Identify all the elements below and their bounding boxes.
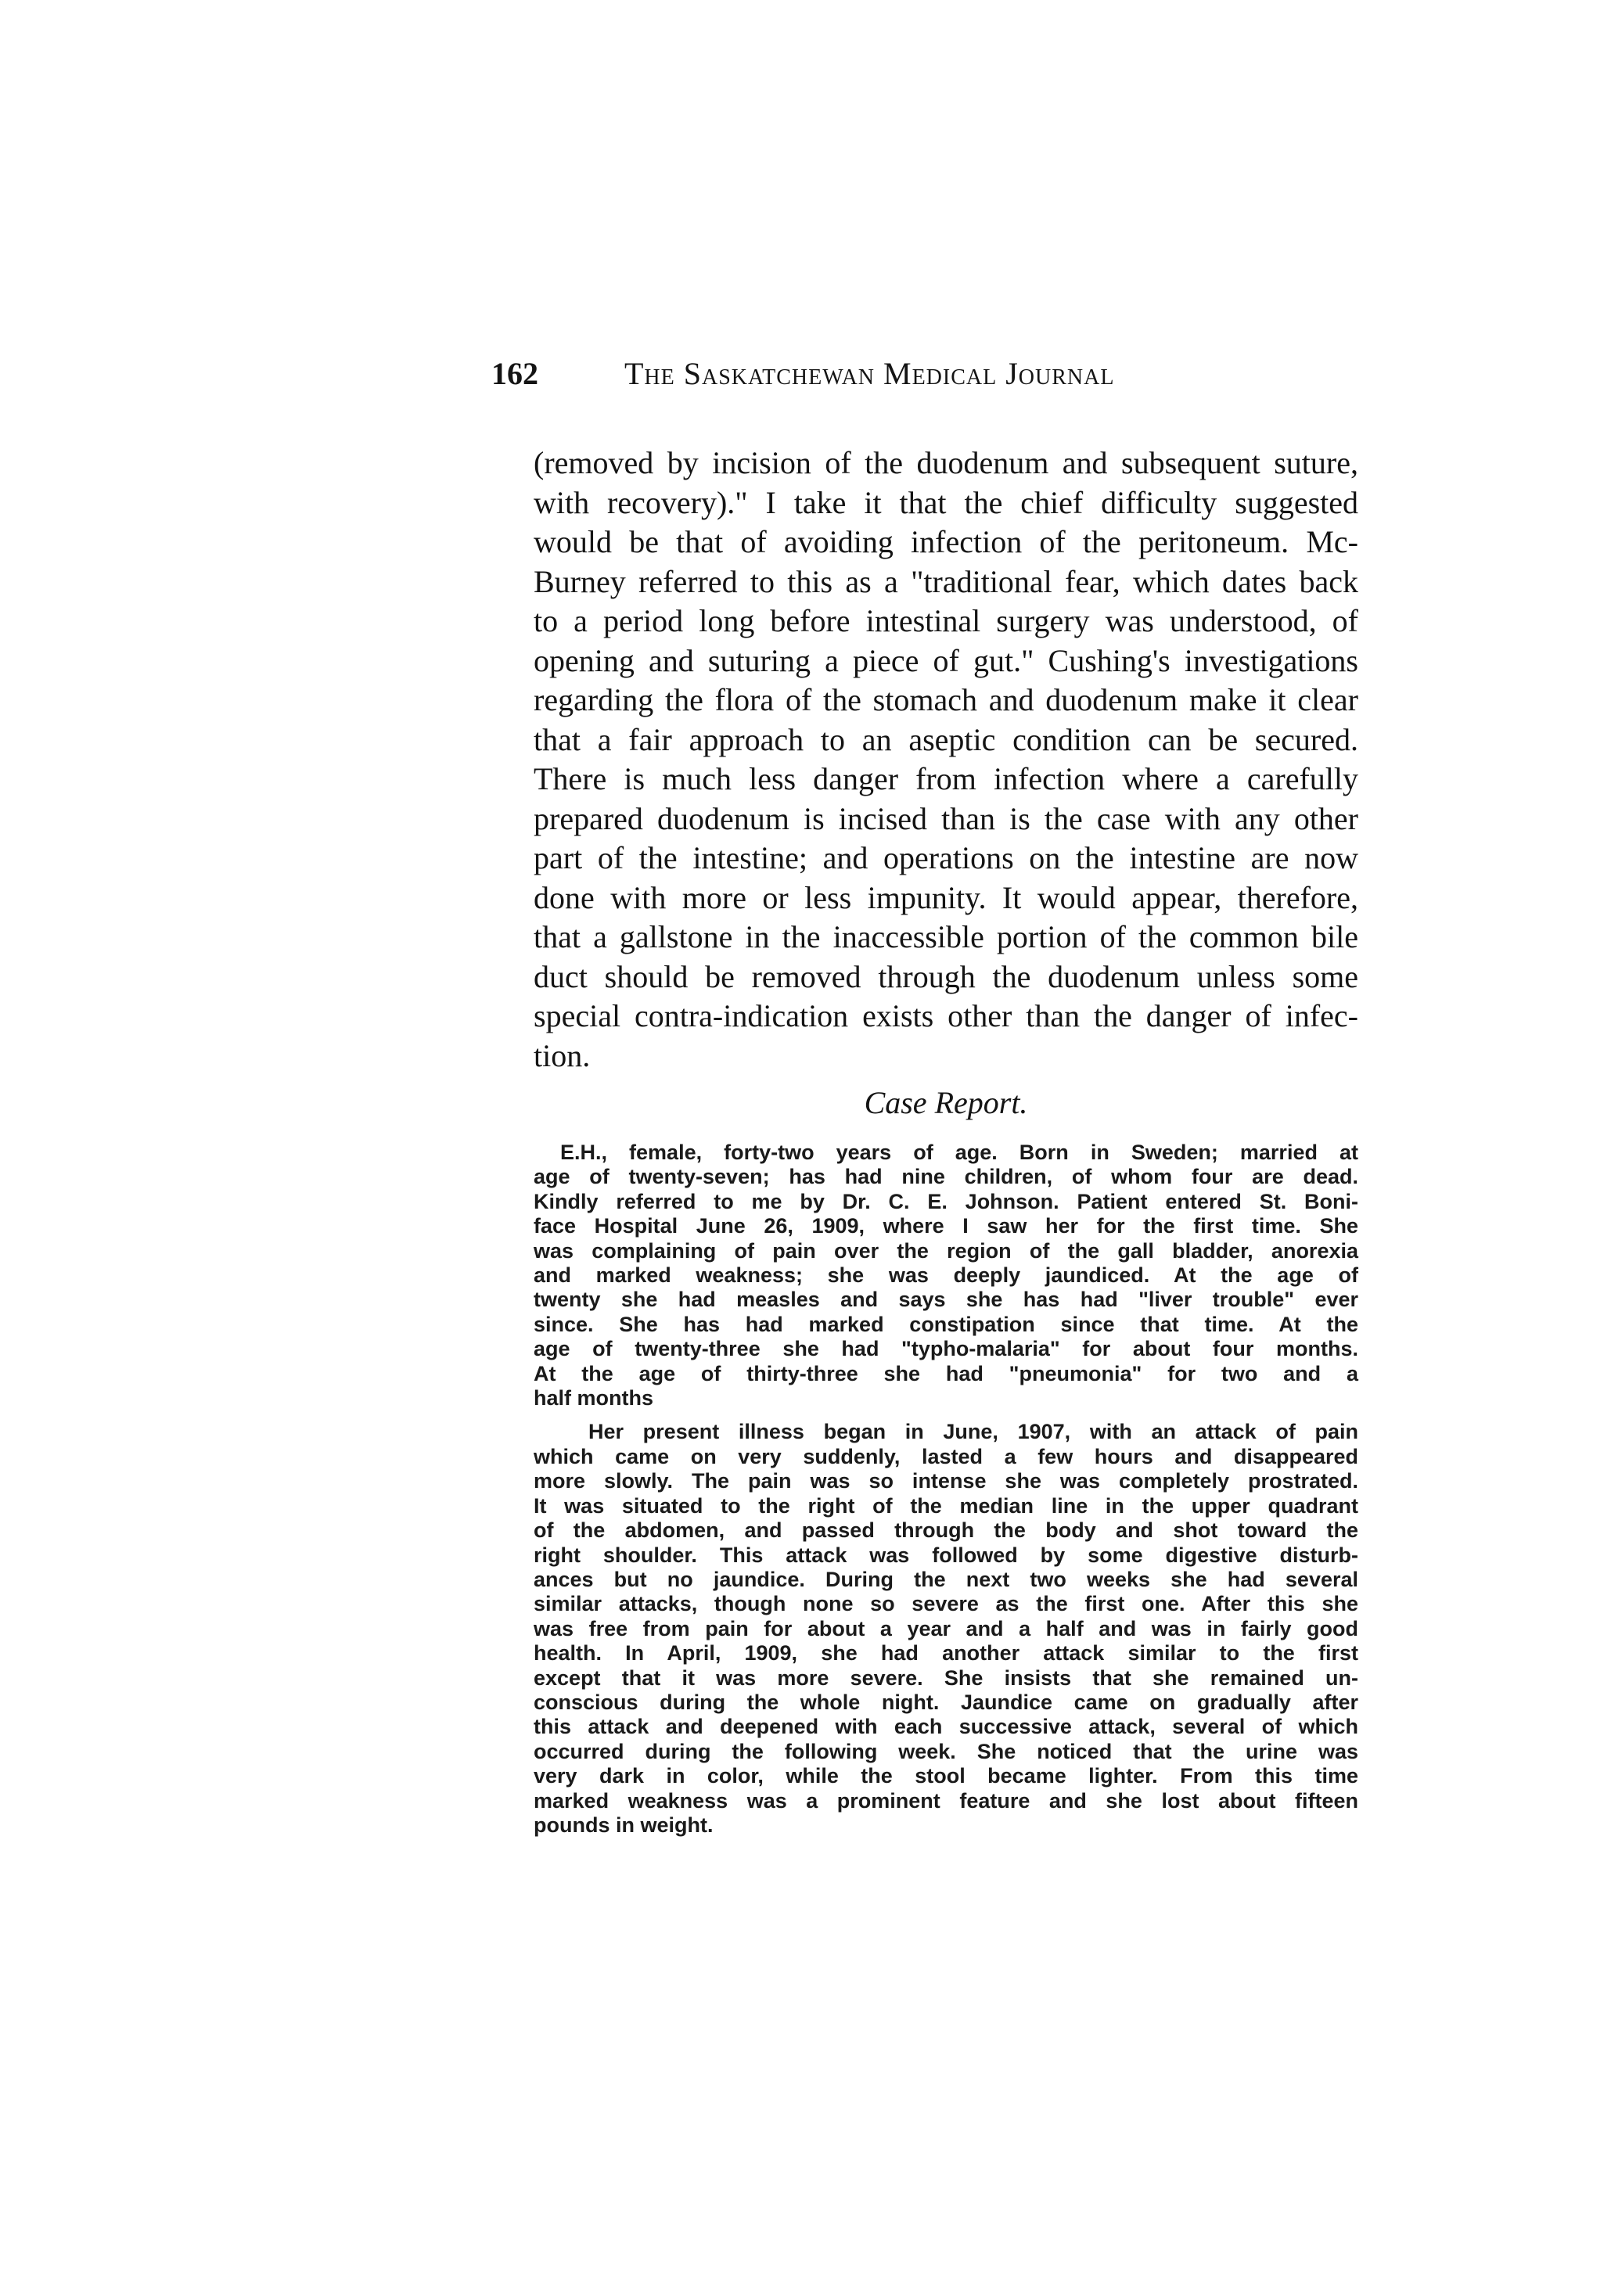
paragraph-gap <box>534 1410 1358 1420</box>
body-line: duct should be removed through the duodenum unless some <box>534 958 1358 994</box>
section-heading: Case Report. <box>864 1085 1028 1120</box>
case-line: It was situated to the right of the median line in the upper quadrant <box>534 1493 1358 1518</box>
case-line: face Hospital June 26, 1909, where I saw her for the first time. She <box>534 1214 1358 1238</box>
case-line: very dark in color, while the stool became lighter. From this time <box>534 1764 1358 1788</box>
case-line: was complaining of pain over the region of the gall bladder, anorexia <box>534 1238 1358 1263</box>
case-line: age of twenty-three she had "typho-malaria" for about four months. <box>534 1337 1358 1361</box>
case-line: which came on very suddenly, lasted a few hours and disappeared <box>534 1444 1358 1468</box>
body-line: prepared duodenum is incised than is the case with any other <box>534 800 1358 836</box>
body-line: opening and suturing a piece of gut." Cushing's investigations <box>534 642 1358 678</box>
body-line: There is much less danger from infection where a carefully <box>534 761 1358 796</box>
case-report <box>534 1141 1358 1838</box>
case-line: age of twenty-seven; has had nine children, of whom four are dead. <box>534 1165 1358 1189</box>
case-line: more slowly. The pain was so intense she was completely prostrated. <box>534 1469 1358 1493</box>
case-line: since. She has had marked constipation since that time. At the <box>534 1312 1358 1336</box>
case-line: right shoulder. This attack was followed by some digestive disturb- <box>534 1543 1358 1567</box>
body-line: would be that of avoiding infection of the peritoneum. Mc- <box>534 524 1358 559</box>
body-line: that a gallstone in the inaccessible portion of the common bile <box>534 919 1358 954</box>
case-line: twenty she had measles and says she has had "liver trouble" ever <box>534 1288 1358 1312</box>
body-line: tion. <box>534 1037 591 1073</box>
page-number: 162 <box>491 356 538 391</box>
body-line: that a fair approach to an aseptic condition can be secured. <box>534 721 1358 757</box>
body-line: (removed by incision of the duodenum and subsequent suture, <box>534 445 1358 480</box>
case-line: this attack and deepened with each successive attack, several of which <box>534 1715 1358 1739</box>
case-line: of the abdomen, and passed through the body and shot toward the <box>534 1518 1358 1543</box>
body-line: with recovery)." I take it that the chief difficulty suggested <box>534 484 1358 520</box>
case-line: conscious during the whole night. Jaundice came on gradually after <box>534 1690 1358 1714</box>
case-line: similar attacks, though none so severe as the first one. After this she <box>534 1592 1358 1616</box>
body-paragraph <box>534 444 1358 1076</box>
case-line: occurred during the following week. She noticed that the urine was <box>534 1739 1358 1763</box>
body-line: part of the intestine; and operations on the intestine are now <box>534 840 1358 875</box>
case-line: Her present illness began in June, 1907, with an attack of pain <box>588 1420 1358 1444</box>
case-line: and marked weakness; she was deeply jaundiced. At the age of <box>534 1263 1358 1288</box>
body-line: special contra-indication exists other than the danger of infec- <box>534 998 1358 1033</box>
case-line: Kindly referred to me by Dr. C. E. Johnson. Patient entered St. Boni- <box>534 1189 1358 1213</box>
body-line: done with more or less impunity. It would appear, therefore, <box>534 879 1358 915</box>
case-line: health. In April, 1909, she had another attack similar to the first <box>534 1641 1358 1665</box>
body-line: Burney referred to this as a "traditional fear, which dates back <box>534 563 1358 599</box>
case-line: ances but no jaundice. During the next two weeks she had several <box>534 1567 1358 1591</box>
case-line: E.H., female, forty-two years of age. Born in Sweden; married at <box>560 1141 1358 1164</box>
body-line: regarding the flora of the stomach and duodenum make it clear <box>534 682 1358 717</box>
case-line: At the age of thirty-three she had "pneumonia" for two and a <box>534 1361 1358 1385</box>
case-line: was free from pain for about a year and a half and was in fairly good <box>534 1616 1358 1640</box>
case-line: marked weakness was a prominent feature and she lost about fifteen <box>534 1788 1358 1813</box>
body-line: to a period long before intestinal surgery was understood, of <box>534 603 1358 638</box>
case-line: except that it was more severe. She insists that she remained un- <box>534 1665 1358 1690</box>
case-line: half months <box>534 1386 653 1410</box>
case-line: pounds in weight. <box>534 1813 714 1837</box>
running-head <box>491 350 1358 397</box>
journal-title: The Saskatchewan Medical Journal <box>624 356 1115 391</box>
